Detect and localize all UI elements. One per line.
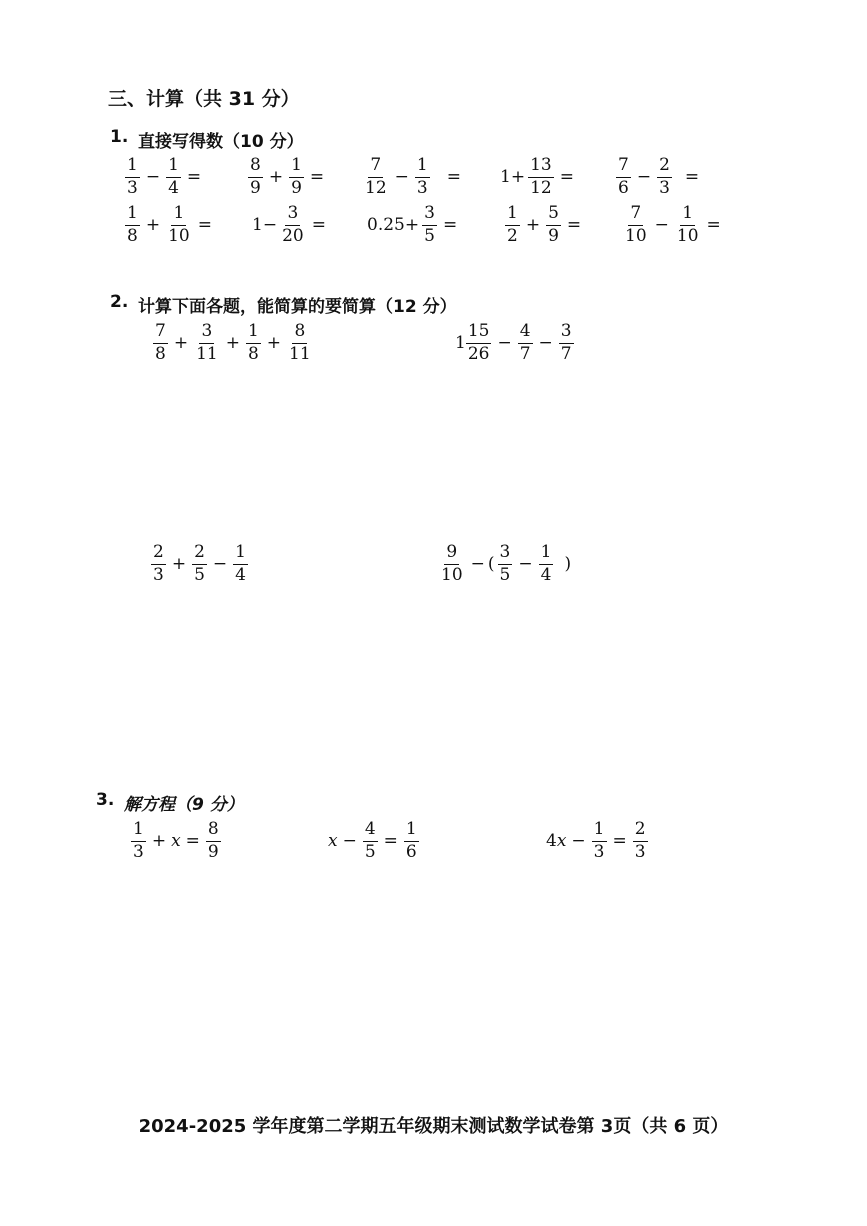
fraction: $\frac{1}{8}$ [247, 321, 259, 364]
fraction: $\frac{2}{3}$ [153, 542, 164, 585]
fraction: $\frac{8}{11}$ [289, 321, 311, 364]
q3-equation-1: $\frac{1}{3}$ + x = $\frac{8}{9}$ [133, 819, 219, 862]
fraction: $\frac{3}{7}$ [560, 321, 572, 364]
q2-problem-3: $\frac{2}{3}$ + $\frac{2}{5}$ − $\frac{1}{4}$ [153, 542, 246, 585]
page-footer: 2024-2025 学年度第二学期五年级期末测试数学试卷第 3页（共 6 页） [138, 1116, 729, 1137]
q1-number: 1. [110, 127, 129, 147]
fraction: $\frac{5}{9}$ [548, 203, 559, 246]
fraction: $\frac{4}{7}$ [519, 321, 531, 364]
q1-expr-1-3: $\frac{7}{12}$ − $\frac{1}{3}$ = [365, 155, 461, 198]
fraction: $\frac{2}{5}$ [194, 542, 205, 585]
q2-number: 2. [110, 292, 129, 312]
fraction: $\frac{8}{9}$ [250, 155, 261, 198]
q2-title: 计算下面各题，能简算的要简算（12 分） [138, 297, 457, 317]
q1-expr-2-1: $\frac{1}{8}$ + $\frac{1}{10}$ = [127, 203, 212, 246]
fraction: $\frac{7}{10}$ [625, 203, 647, 246]
q1-expr-2-3: 0.25+ $\frac{3}{5}$ = [367, 203, 458, 246]
q2-problem-2: 1 $\frac{15}{26}$ − $\frac{4}{7}$ − $\frac{3}{7}$ [455, 321, 572, 364]
fraction: $\frac{13}{12}$ [530, 155, 552, 198]
fraction: $\frac{7}{6}$ [618, 155, 629, 198]
fraction: $\frac{1}{10}$ [168, 203, 190, 246]
fraction: $\frac{1}{4}$ [168, 155, 179, 198]
fraction: $\frac{7}{12}$ [365, 155, 387, 198]
fraction: $\frac{1}{2}$ [507, 203, 518, 246]
q1-expr-1-4: 1+ $\frac{13}{12}$ = [500, 155, 574, 198]
fraction: $\frac{15}{26}$ [467, 321, 490, 364]
fraction: $\frac{1}{9}$ [291, 155, 302, 198]
fraction: $\frac{3}{11}$ [196, 321, 218, 364]
q1-title: 直接写得数（10 分） [138, 132, 304, 152]
fraction: $\frac{1}{3}$ [127, 155, 138, 198]
q1-expr-1-2: $\frac{8}{9}$ + $\frac{1}{9}$ = [250, 155, 325, 198]
fraction: $\frac{3}{5}$ [499, 542, 511, 585]
q3-equation-3: 4 x − $\frac{1}{3}$ = $\frac{2}{3}$ [546, 819, 646, 862]
q1-expr-2-5: $\frac{7}{10}$ − $\frac{1}{10}$ = [625, 203, 721, 246]
fraction: $\frac{7}{8}$ [155, 321, 166, 364]
fraction: $\frac{2}{3}$ [634, 819, 646, 862]
q3-number: 3. [96, 790, 115, 810]
fraction: $\frac{3}{5}$ [424, 203, 435, 246]
fraction: $\frac{1}{8}$ [127, 203, 138, 246]
q2-problem-1: $\frac{7}{8}$ + $\frac{3}{11}$ + $\frac{1}{8}$ + $\frac{8}{11}$ [155, 321, 311, 364]
q2-problem-4: $\frac{9}{10}$ − ( $\frac{3}{5}$ − $\frac{1}{4}$ ) [441, 542, 572, 585]
fraction: $\frac{1}{4}$ [540, 542, 552, 585]
fraction: $\frac{1}{10}$ [676, 203, 699, 246]
fraction: $\frac{1}{3}$ [593, 819, 605, 862]
fraction: $\frac{2}{3}$ [659, 155, 670, 198]
fraction: $\frac{1}{6}$ [405, 819, 417, 862]
fraction: $\frac{1}{3}$ [416, 155, 428, 198]
q3-equation-2: x − $\frac{4}{5}$ = $\frac{1}{6}$ [328, 819, 417, 862]
fraction: $\frac{1}{4}$ [235, 542, 246, 585]
fraction: $\frac{1}{3}$ [133, 819, 144, 862]
q1-expr-2-2: 1− $\frac{3}{20}$ = [252, 203, 326, 246]
fraction: $\frac{4}{5}$ [364, 819, 376, 862]
section-title: 三、计算（共 31 分） [108, 88, 300, 110]
q1-expr-1-1: $\frac{1}{3}$ − $\frac{1}{4}$ = [127, 155, 202, 198]
fraction: $\frac{3}{20}$ [282, 203, 304, 246]
q1-expr-2-4: $\frac{1}{2}$ + $\frac{5}{9}$ = [507, 203, 582, 246]
q3-title: 解方程（9 分） [124, 795, 244, 815]
fraction: $\frac{9}{10}$ [441, 542, 463, 585]
fraction: $\frac{8}{9}$ [207, 819, 219, 862]
q1-expr-1-5: $\frac{7}{6}$ − $\frac{2}{3}$ = [618, 155, 700, 198]
